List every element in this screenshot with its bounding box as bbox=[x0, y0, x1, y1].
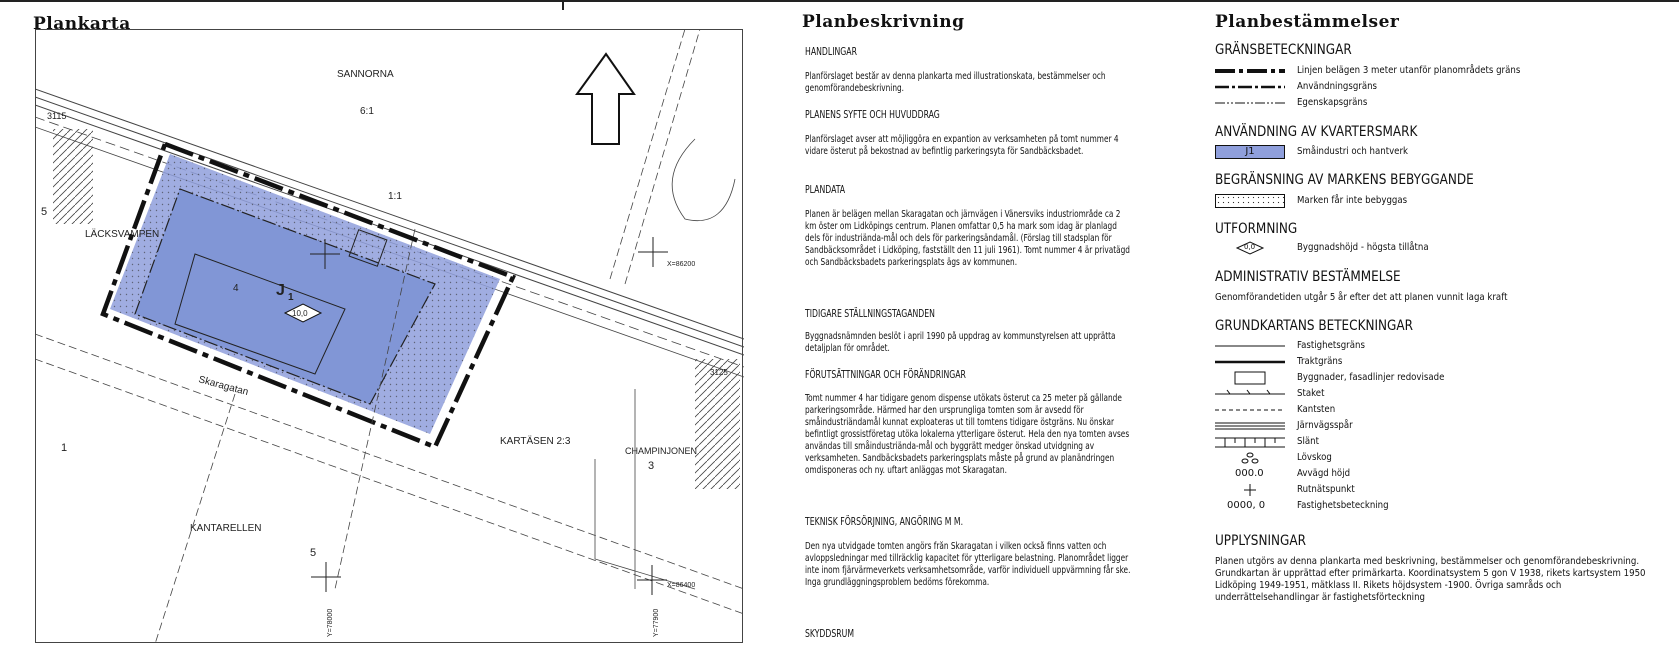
top-frame-line bbox=[0, 0, 1679, 2]
label-1-1: 1:1 bbox=[388, 191, 402, 202]
sec-forutsattningar-text: Tomt nummer 4 har tidigare genom dispense utökats österut ca 25 meter på gällande parkeringsområde. Härmed har den ursprungliga tomten som är avsedd för småindustriändamål kunnat exploateras ut till tomtens tidigare östgräns. Nu önskar befintligt grossistföretag utöka lokalerna ytterligare österut. Hela den nya tomten avses användas till småindustriända-mål och byggrätt medger önskad utvidgning av verksamheten. Sandbäcksbadets parkeringsplats måste på grund av planändringen omdisponeras och ny. uftart anläggas mot Skaragatan. bbox=[805, 393, 1130, 476]
fence-icon bbox=[1215, 387, 1285, 401]
gk-item-2: Traktgräns bbox=[1297, 356, 1343, 367]
label-5-bottom: 5 bbox=[310, 547, 317, 559]
label-plot-4: 4 bbox=[233, 283, 239, 294]
dotted-area-icon bbox=[1215, 194, 1285, 208]
label-champinjonen: CHAMPINJONEN bbox=[625, 446, 698, 456]
upplysningar-title: UPPLYSNINGAR bbox=[1215, 533, 1306, 549]
utformning-title: UTFORMNING bbox=[1215, 221, 1298, 237]
grans-row-2 bbox=[1215, 80, 1675, 94]
utformning-item: Byggnadshöjd - högsta tillåtna bbox=[1297, 242, 1429, 253]
grans-row-1 bbox=[1215, 64, 1675, 78]
planbeskrivning-heading: Planbeskrivning bbox=[802, 12, 965, 32]
gk-row-1 bbox=[1215, 339, 1675, 353]
label-3125: 3125 bbox=[710, 368, 728, 377]
anvandning-row bbox=[1215, 145, 1675, 159]
gk-height-symbol: 000.0 bbox=[1235, 468, 1264, 479]
north-arrow-icon bbox=[577, 54, 634, 144]
administrativ-text: Genomförandetiden utgår 5 år efter det att planen vunnit laga kraft bbox=[1215, 292, 1508, 303]
gk-item-1: Fastighetsgräns bbox=[1297, 340, 1365, 351]
gk-row-8 bbox=[1215, 451, 1675, 465]
slope-left bbox=[53, 129, 93, 224]
sec-syfte-text: Planförslaget avser att möjliggöra en expantion av verksamheten på tomt nummer 4 vidare österut på bekostnad av befintlig parkeringsyta för Sandbäcksbadet. bbox=[805, 134, 1119, 157]
property-line-icon bbox=[1215, 339, 1285, 353]
planbestammelser-heading: Planbestämmelser bbox=[1215, 12, 1400, 32]
building-icon bbox=[1215, 371, 1285, 385]
slope-right bbox=[695, 359, 740, 489]
gk-row-4 bbox=[1215, 387, 1675, 401]
gk-row-5 bbox=[1215, 403, 1675, 417]
sec-teknisk-text: Den nya utvidgade tomten angörs från Skaragatan i vilken också finns vatten och avloppsledningar med tillräcklig kapacitet för ytterligare belastning. Planområdet ligger inte inom fjärvärmeverkets verksamhetsområde, varför individuell uppvärmning får ske. Inga grundläggningsproblem bedöms förekomma. bbox=[805, 541, 1131, 588]
label-skaragatan: Skaragatan bbox=[197, 374, 250, 399]
grans-item-1: Linjen belägen 3 meter utanför planområdets gräns bbox=[1297, 65, 1521, 76]
gk-row-2 bbox=[1215, 355, 1675, 369]
label-height: 10,0 bbox=[292, 309, 308, 318]
thick-boundary-line-icon bbox=[1215, 64, 1285, 78]
plan-map bbox=[35, 29, 744, 644]
sec-plandata-text: Planen är belägen mellan Skaragatan och järnvägen i Vänersviks industriområde ca 2 km öster om Lidköpings centrum. Planen omfattar 0,5 ha mark som idag är planlagd dels för industriända-mål och dels för parkeringsändamål. (Förslag till stadsplan för Sandbäcksområdet i Lidköping, fastställt den 11 juli 1961). Tomt nummer 4 är privatägd och Sandbäcksbadets parkeringsplats ägs av kommunen. bbox=[805, 209, 1130, 268]
begransning-title: BEGRÄNSNING AV MARKENS BEBYGGANDE bbox=[1215, 172, 1474, 188]
label-kantarellen: KANTARELLEN bbox=[190, 523, 262, 534]
curb-icon bbox=[1215, 403, 1285, 417]
label-coord-y77900: Y=77900 bbox=[653, 608, 660, 637]
administrativ-title: ADMINISTRATIV BESTÄMMELSE bbox=[1215, 269, 1401, 285]
tract-line-icon bbox=[1215, 355, 1285, 369]
gk-fast-symbol: 0000, 0 bbox=[1227, 500, 1266, 511]
upplysningar-text: Planen utgörs av denna plankarta med beskrivning, bestämmelser och genomförandebeskrivning. Grundkartan är upprättad efter primärkarta. Koordinatsystem 5 gon V 1938, rikets kartsystem 1950 Lidköping 1949-1951, mätklass II. Rikets höjdsystem -1900. Övriga samråds och underrättelsehandlingar är fastighetsförteckning bbox=[1215, 556, 1646, 603]
grans-item-3: Egenskapsgräns bbox=[1297, 97, 1368, 108]
utformning-row bbox=[1215, 241, 1675, 255]
sec-forutsattningar-title: FÖRUTSÄTTNINGAR OCH FÖRÄNDRINGAR bbox=[805, 369, 966, 381]
gk-item-5: Kantsten bbox=[1297, 404, 1336, 415]
grans-row-3 bbox=[1215, 96, 1675, 110]
gk-row-3 bbox=[1215, 371, 1675, 385]
grans-item-2: Användningsgräns bbox=[1297, 81, 1378, 92]
sec-tidigare-text: Byggnadsnämnden beslöt i april 1990 på uppdrag av kommunstyrelsen att upprätta detaljplan för området. bbox=[805, 331, 1116, 354]
label-kartasen: KARTÄSEN 2:3 bbox=[500, 436, 571, 447]
label-coord-86400: X=86400 bbox=[667, 582, 696, 589]
grid-point-icon bbox=[1215, 483, 1285, 497]
label-coord-86200: X=86200 bbox=[667, 261, 696, 268]
j1-symbol: J1 bbox=[1215, 145, 1285, 159]
anvandning-title: ANVÄNDNING AV KVARTERSMARK bbox=[1215, 124, 1418, 140]
sec-teknisk-title: TEKNISK FÖRSÖRJNING, ANGÖRING M M. bbox=[805, 516, 964, 528]
grans-title: GRÄNSBETECKNINGAR bbox=[1215, 42, 1352, 58]
gk-item-10: Rutnätspunkt bbox=[1297, 484, 1355, 495]
property-boundary-line-icon bbox=[1215, 96, 1285, 110]
gk-item-8: Lövskog bbox=[1297, 452, 1332, 463]
deciduous-forest-icon bbox=[1215, 451, 1285, 465]
sec-syfte-title: PLANENS SYFTE OCH HUVUDDRAG bbox=[805, 109, 940, 121]
frame-tick bbox=[562, 0, 564, 10]
gk-item-7: Slänt bbox=[1297, 436, 1319, 447]
anvandning-item: Småindustri och hantverk bbox=[1297, 146, 1408, 157]
label-j1: J bbox=[276, 282, 285, 299]
plankarta-heading: Plankarta bbox=[33, 14, 131, 34]
label-coord-y78000: Y=78000 bbox=[327, 608, 334, 637]
gk-row-7 bbox=[1215, 435, 1675, 449]
begransning-item: Marken får inte bebyggas bbox=[1297, 195, 1408, 206]
gk-row-6 bbox=[1215, 419, 1675, 433]
begransning-row bbox=[1215, 194, 1675, 208]
sec-skyddsrum-title: SKYDDSRUM bbox=[805, 628, 855, 640]
label-5-left: 5 bbox=[41, 206, 48, 218]
label-sannorna: SANNORNA bbox=[337, 69, 394, 80]
label-6-1: 6:1 bbox=[360, 106, 374, 117]
grundkarta-title: GRUNDKARTANS BETECKNINGAR bbox=[1215, 318, 1413, 334]
sec-handlingar-text: Planförslaget består av denna plankarta med illustrationskata, bestämmelser och genomförandebeskrivning. bbox=[805, 71, 1106, 94]
sec-tidigare-title: TIDIGARE STÄLLNINGSTAGANDEN bbox=[805, 308, 935, 320]
label-j1-sub: 1 bbox=[288, 292, 294, 303]
label-3: 3 bbox=[648, 460, 655, 472]
gk-row-9 bbox=[1215, 467, 1675, 481]
gk-item-11: Fastighetsbeteckning bbox=[1297, 500, 1389, 511]
utformning-symbol: 0,0 bbox=[1244, 243, 1256, 251]
sec-handlingar-title: HANDLINGAR bbox=[805, 46, 857, 58]
north-road bbox=[610, 29, 700, 284]
gk-item-6: Järnvägsspår bbox=[1297, 420, 1353, 431]
gk-row-11 bbox=[1215, 499, 1675, 513]
gk-row-10 bbox=[1215, 483, 1675, 497]
label-3115: 3115 bbox=[47, 111, 67, 121]
label-lackvamen: LÄCKSVAMPEN bbox=[85, 229, 160, 240]
railway-track-icon bbox=[1215, 419, 1285, 433]
gk-item-4: Staket bbox=[1297, 388, 1325, 399]
label-1: 1 bbox=[61, 442, 68, 454]
gk-item-3: Byggnader, fasadlinjer redovisade bbox=[1297, 372, 1445, 383]
sec-plandata-title: PLANDATA bbox=[805, 184, 846, 196]
slope-icon bbox=[1215, 435, 1285, 449]
gk-item-9: Avvägd höjd bbox=[1297, 468, 1351, 479]
use-boundary-line-icon bbox=[1215, 80, 1285, 94]
